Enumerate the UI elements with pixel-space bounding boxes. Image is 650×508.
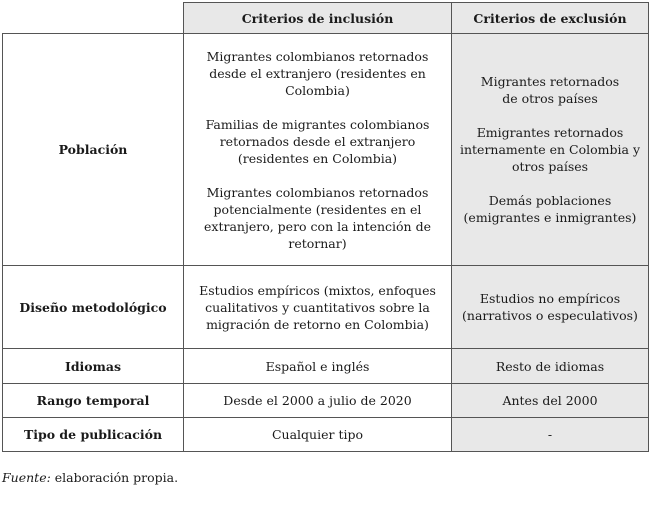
poblacion-exclusion-item: Migrantes retornados de otros países <box>480 74 620 106</box>
table-row <box>3 418 649 452</box>
source-note-text: elaboración propia. <box>50 470 179 485</box>
poblacion-inclusion-item: Migrantes colombianos retornados potencialmente (residentes en el extranjero, pero con la intención de retornar) <box>204 184 431 251</box>
poblacion-inclusion-item: Migrantes colombianos retornados desde el extranjero (residentes en Colombia) <box>206 48 429 98</box>
idiomas-exclusion-cell: Resto de idiomas <box>452 349 649 384</box>
idiomas-inclusion-cell: Español e inglés <box>184 349 452 384</box>
diseno-exclusion-cell: Estudios no empíricos (narrativos o especulativos) <box>452 266 649 349</box>
header-exclusion: Criterios de exclusión <box>452 3 649 34</box>
source-note-prefix: Fuente: <box>2 470 51 485</box>
rango-inclusion-cell: Desde el 2000 a julio de 2020 <box>184 384 452 418</box>
tipo-exclusion-cell: - <box>452 418 649 452</box>
table-row <box>3 349 649 384</box>
rango-exclusion-cell: Antes del 2000 <box>452 384 649 418</box>
table-row <box>3 384 649 418</box>
table-row <box>3 266 649 349</box>
poblacion-exclusion-item: Emigrantes retornados internamente en Colombia y otros países <box>459 125 641 174</box>
row-label-rango: Rango temporal <box>3 384 184 418</box>
poblacion-inclusion-item: Familias de migrantes colombianos retornados desde el extranjero (residentes en Colombia) <box>205 116 430 166</box>
header-inclusion: Criterios de inclusión <box>184 3 452 34</box>
tipo-inclusion-cell: Cualquier tipo <box>184 418 452 452</box>
source-note <box>2 470 178 485</box>
header-row <box>3 3 649 34</box>
row-label-poblacion: Población <box>3 34 184 266</box>
row-label-tipo: Tipo de publicación <box>3 418 184 452</box>
poblacion-exclusion-cell <box>452 34 649 266</box>
criteria-table <box>2 2 649 452</box>
row-label-idiomas: Idiomas <box>3 349 184 384</box>
header-blank-cell <box>3 3 184 34</box>
poblacion-inclusion-cell <box>184 34 452 266</box>
diseno-inclusion-cell: Estudios empíricos (mixtos, enfoques cualitativos y cuantitativos sobre la migración de retorno en Colombia) <box>184 266 452 349</box>
table-row <box>3 34 649 266</box>
row-label-diseno: Diseño metodológico <box>3 266 184 349</box>
poblacion-exclusion-item: Demás poblaciones (emigrantes e inmigrantes) <box>463 193 637 225</box>
